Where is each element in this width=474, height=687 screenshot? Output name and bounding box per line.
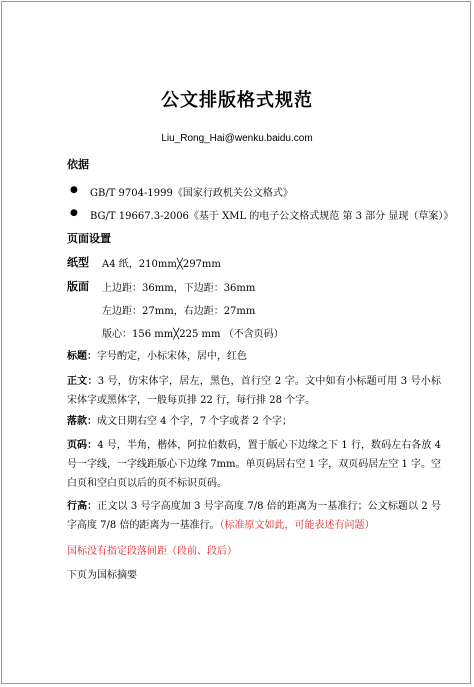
sign-spec-label: 落款： — [67, 416, 97, 427]
basis-item-1 — [70, 184, 293, 199]
author-email: Liu_Rong_Hai@wenku.baidu.com — [161, 133, 313, 144]
spacing-spec-label: 行高： — [67, 501, 98, 512]
body-spec-text: 3 号，仿宋体字，居左，黑色，首行空 2 字。文中如有小标题可用 3 号小标宋体字或黑体字，一般每页排 22 行，每行排 28 个字。 — [67, 376, 441, 406]
sign-spec — [67, 412, 441, 431]
basis-item-2 — [70, 207, 454, 222]
body-spec — [67, 372, 441, 410]
basis-item-1-text: GB/T 9704-1999《国家行政机关公文格式》 — [90, 188, 293, 199]
spacing-spec-note: （标准原文如此，可能表述有问题） — [219, 520, 375, 531]
core-area: 版心：156 mm╳225 mm （不含页码） — [102, 329, 284, 340]
margins-top-bottom: 上边距：36mm，下边距：36mm — [102, 283, 256, 294]
paper-label: 纸型 — [67, 256, 89, 269]
layout-label: 版面 — [67, 280, 89, 293]
basis-item-2-text: BG/T 19667.3-2006《基于 XML 的电子公文格式规范 第 3 部分 显现（草案）》 — [90, 211, 454, 222]
page-setup-heading: 页面设置 — [67, 232, 111, 245]
spacing-spec-text: 正文以 3 号字高度加 3 号字高度 7/8 倍的距离为一基准行；公文标题以 2 号字高度 7/8 倍的距离为一基准行。 — [67, 501, 441, 531]
title-spec-text: 字号酌定，小标宋体，居中，红色 — [97, 351, 247, 362]
pagenum-spec — [67, 436, 441, 493]
bullet-icon: ● — [70, 185, 78, 195]
next-page-note: 下页为国标摘要 — [67, 570, 137, 581]
title-spec — [67, 347, 441, 366]
pagenum-spec-label: 页码： — [67, 440, 98, 451]
sign-spec-text: 成文日期右空 4 个字，7 个字或者 2 个字； — [97, 416, 292, 427]
spacing-spec — [67, 497, 441, 535]
bullet-icon: ● — [70, 208, 78, 218]
document-title: 公文排版格式规范 — [161, 90, 313, 111]
body-spec-label: 正文： — [67, 376, 98, 387]
title-spec-label: 标题： — [67, 351, 97, 362]
margins-left-right: 左边距：27mm，右边距：27mm — [102, 306, 256, 317]
red-note: 国标没有指定段落间距（段前、段后） — [67, 546, 237, 557]
pagenum-spec-text: 4 号，半角，楷体，阿拉伯数码，置于版心下边缘之下 1 行，数码左右各放 4 号一字线，一字线距版心下边缘 7mm。单页码居右空 1 字，双页码居左空 1 字。空白页和空白页以后的页不标识页码。 — [67, 440, 442, 489]
basis-heading: 依据 — [67, 158, 89, 171]
paper-value: A4 纸，210mm╳297mm — [102, 259, 221, 270]
